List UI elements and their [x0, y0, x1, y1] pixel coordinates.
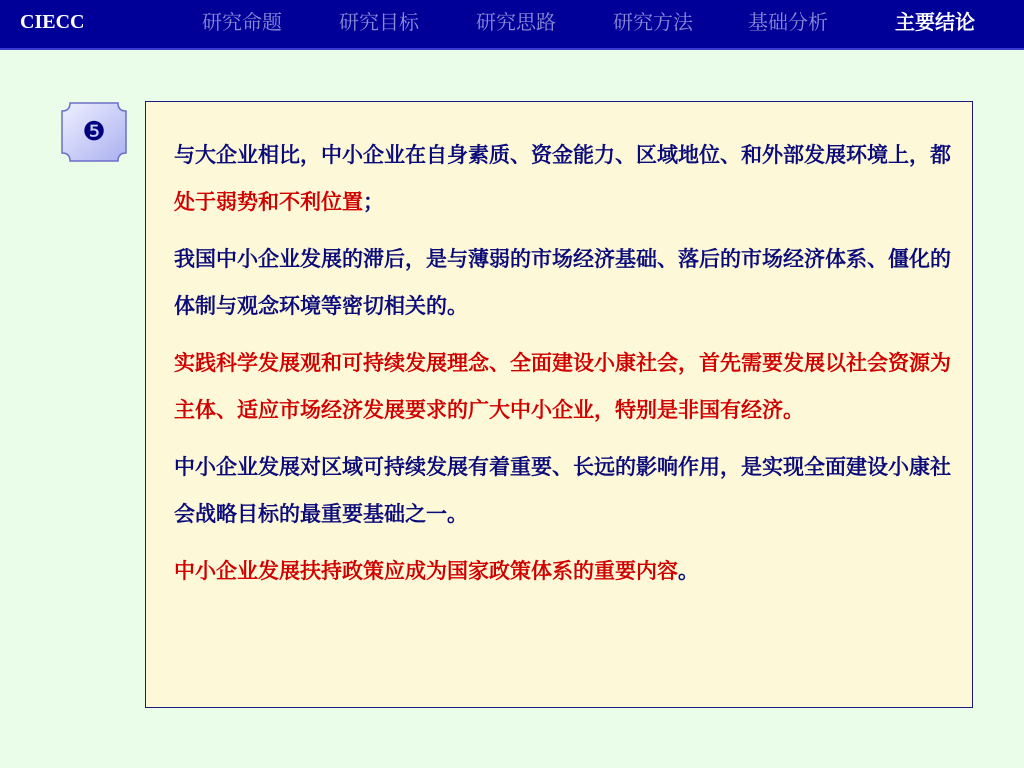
paragraph-2: 我国中小企业发展的滞后，是与薄弱的市场经济基础、落后的市场经济体系、僵化的体制与观念环境等密切相关的。 — [174, 247, 951, 318]
nav-item-research-approach[interactable]: 研究思路 — [476, 10, 556, 34]
nav-item-research-goals[interactable]: 研究目标 — [339, 10, 419, 34]
header-bar — [0, 0, 1024, 50]
nav-item-basic-analysis[interactable]: 基础分析 — [748, 10, 828, 34]
paragraph-5 — [174, 548, 958, 595]
number-badge — [60, 101, 128, 163]
paragraph-3: 实践科学发展观和可持续发展理念、全面建设小康社会，首先需要发展以社会资源为主体、适应市场经济发展要求的广大中小企业，特别是非国有经济。 — [174, 351, 951, 422]
paragraph-1-end: ； — [363, 190, 384, 214]
logo: CIECC — [20, 11, 85, 33]
paragraph-1-text: 与大企业相比，中小企业在自身素质、资金能力、区域地位、和外部发展环境上，都 — [174, 143, 951, 167]
paragraph-1-emphasis: 处于弱势和不利位置 — [174, 190, 363, 214]
content-box — [145, 101, 973, 708]
nav-item-research-methods[interactable]: 研究方法 — [613, 10, 693, 34]
nav-item-main-conclusions[interactable]: 主要结论 — [895, 10, 975, 34]
badge-number: ❺ — [82, 117, 106, 147]
paragraph-4: 中小企业发展对区域可持续发展有着重要、长远的影响作用，是实现全面建设小康社会战略目标的最重要基础之一。 — [174, 455, 951, 526]
paragraph-5-text: 中小企业发展扶持政策应成为国家政策体系的重要内容 — [174, 559, 678, 583]
paragraph-5-end: 。 — [678, 559, 699, 583]
paragraph-1 — [174, 132, 958, 226]
nav-item-research-topic[interactable]: 研究命题 — [202, 10, 282, 34]
